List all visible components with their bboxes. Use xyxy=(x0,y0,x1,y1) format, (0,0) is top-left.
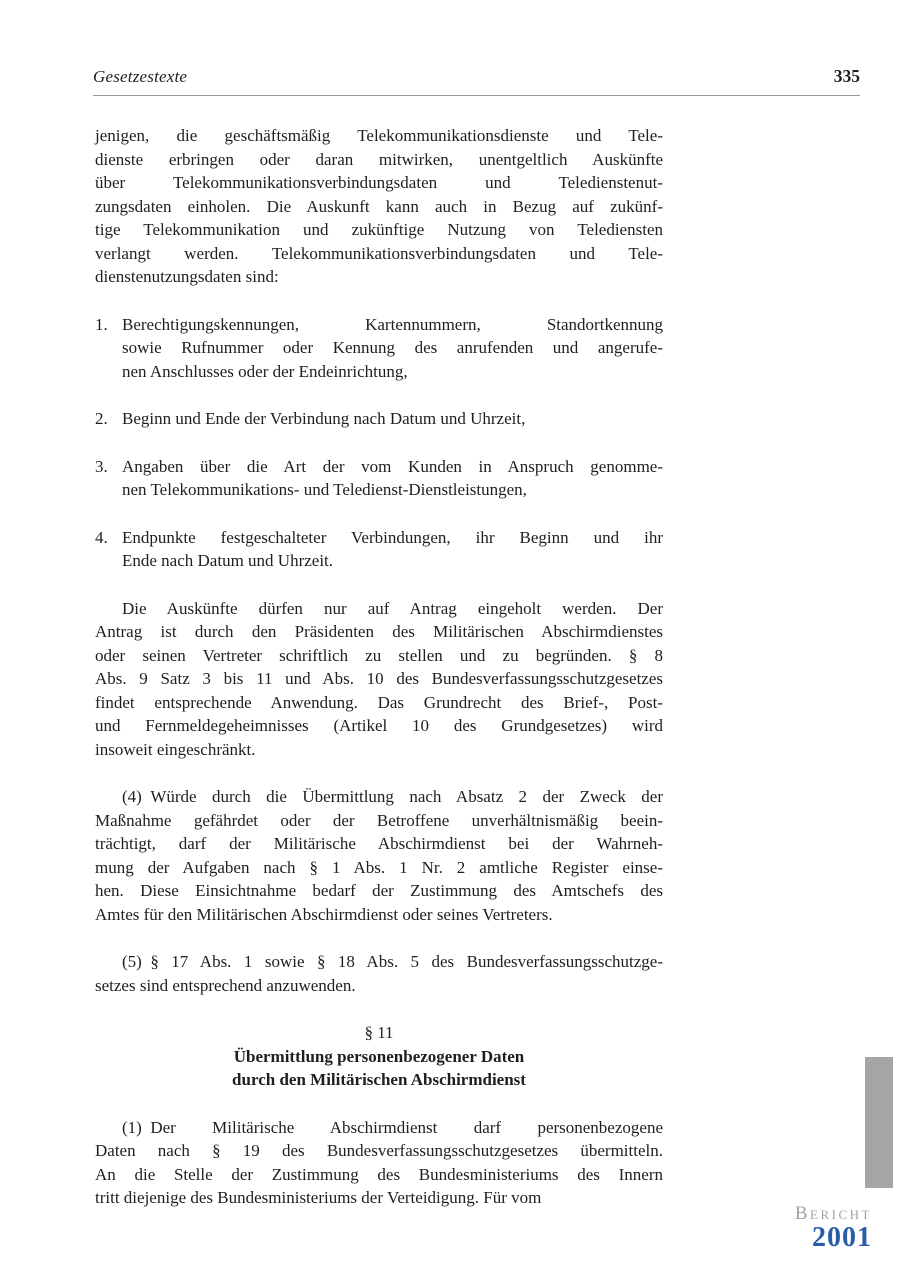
text-line: nen Anschlusses oder der Endeinrichtung, xyxy=(122,361,408,381)
text-line: insoweit eingeschränkt. xyxy=(95,739,256,759)
list-item xyxy=(95,526,663,573)
text-line: zungsdaten einholen. Die Auskunft kann auch in Bezug auf zukünf- xyxy=(95,196,663,216)
running-header-title: Gesetzestexte xyxy=(93,67,188,86)
text-line: (5) § 17 Abs. 1 sowie § 18 Abs. 5 des Bundesverfassungsschutzge- xyxy=(122,952,663,971)
report-label: Bericht xyxy=(794,1203,872,1224)
report-mark xyxy=(795,1204,872,1252)
text-line: hen. Diese Einsichtnahme bedarf der Zustimmung des Amtschefs des xyxy=(95,881,663,900)
text-line: Daten nach § 19 des Bundesverfassungsschutzgesetzes übermitteln. xyxy=(95,1141,663,1160)
text-line: Die Auskünfte dürfen nur auf Antrag eingeholt werden. Der xyxy=(122,598,663,618)
paragraph xyxy=(95,785,663,926)
list-item xyxy=(95,313,663,384)
text-line: Berechtigungskennungen, Kartennummern, Standortkennung xyxy=(122,314,663,334)
text-line: und Fernmeldegeheimnisses (Artikel 10 des Grundgesetzes) wird xyxy=(95,716,663,735)
list-item-number: 1. xyxy=(95,314,108,334)
paragraph xyxy=(95,1116,663,1210)
list-item xyxy=(95,407,663,431)
page-number: 335 xyxy=(833,66,860,86)
text-line: oder seinen Vertreter schriftlich zu stellen und zu begründen. § 8 xyxy=(95,645,663,665)
section-symbol: § 11 xyxy=(364,1023,394,1042)
text-line: findet entsprechende Anwendung. Das Grundrecht des Brief-, Post- xyxy=(95,692,663,712)
list-item-text xyxy=(122,407,663,431)
text-line: dienste erbringen oder daran mitwirken, unentgeltlich Auskünfte xyxy=(95,149,663,169)
list-item-number: 2. xyxy=(95,409,108,428)
section-title-line: durch den Militärischen Abschirmdienst xyxy=(232,1070,526,1089)
text-line: Abs. 9 Satz 3 bis 11 und Abs. 10 des Bundesverfassungsschutzgesetzes xyxy=(95,669,663,688)
text-line: An die Stelle der Zustimmung des Bundesministeriums des Innern xyxy=(95,1164,663,1184)
text-line: Beginn und Ende der Verbindung nach Datum und Uhrzeit, xyxy=(122,409,526,428)
text-line: trächtigt, darf der Militärische Abschirmdienst bei der Wahrneh- xyxy=(95,834,663,853)
text-line: Antrag ist durch den Präsidenten des Militärischen Abschirmdienstes xyxy=(95,622,663,641)
paragraph xyxy=(95,950,663,997)
text-line: Endpunkte festgeschalteter Verbindungen, ihr Beginn und ihr xyxy=(122,527,663,547)
text-line: Maßnahme gefährdet oder der Betroffene unverhältnismäßig beein- xyxy=(95,810,663,830)
text-line: verlangt werden. Telekommunikationsverbindungsdaten und Tele- xyxy=(95,243,663,263)
text-line: tritt diejenige des Bundesministeriums der Verteidigung. Für vom xyxy=(95,1188,542,1207)
section-heading xyxy=(95,1021,663,1092)
text-line: setzes sind entsprechend anzuwenden. xyxy=(95,975,356,995)
text-line: (1) Der Militärische Abschirmdienst darf personenbezogene xyxy=(122,1117,663,1137)
running-header xyxy=(93,66,860,96)
text-line: Amtes für den Militärischen Abschirmdienst oder seines Vertreters. xyxy=(95,904,553,924)
thumb-index-tab xyxy=(865,1057,893,1188)
report-year: 2001 xyxy=(812,1222,872,1253)
text-line: tige Telekommunikation und zukünftige Nutzung von Telediensten xyxy=(95,220,663,239)
paragraph xyxy=(95,597,663,762)
list-item xyxy=(95,455,663,502)
list-item-number: 3. xyxy=(95,456,108,476)
paragraph xyxy=(95,124,663,289)
text-line: Angaben über die Art der vom Kunden in Anspruch genomme- xyxy=(122,456,663,476)
text-line: sowie Rufnummer oder Kennung des anrufenden und angerufe- xyxy=(122,338,663,357)
document-body xyxy=(95,124,663,1210)
text-line: über Telekommunikationsverbindungsdaten und Teledienstenut- xyxy=(95,173,663,192)
list-item-text xyxy=(122,455,663,502)
section-title-line: Übermittlung personenbezogener Daten xyxy=(233,1046,525,1066)
text-line: (4) Würde durch die Übermittlung nach Absatz 2 der Zweck der xyxy=(122,787,663,806)
text-line: mung der Aufgaben nach § 1 Abs. 1 Nr. 2 amtliche Register einse- xyxy=(95,857,663,877)
list-item-number: 4. xyxy=(95,527,108,547)
list-item-text xyxy=(122,526,663,573)
text-line: dienstenutzungsdaten sind: xyxy=(95,267,279,286)
text-line: Ende nach Datum und Uhrzeit. xyxy=(122,551,334,570)
list-item-text xyxy=(122,313,663,384)
text-line: nen Telekommunikations- und Teledienst-Dienstleistungen, xyxy=(122,480,527,499)
text-line: jenigen, die geschäftsmäßig Telekommunikationsdienste und Tele- xyxy=(95,126,663,145)
